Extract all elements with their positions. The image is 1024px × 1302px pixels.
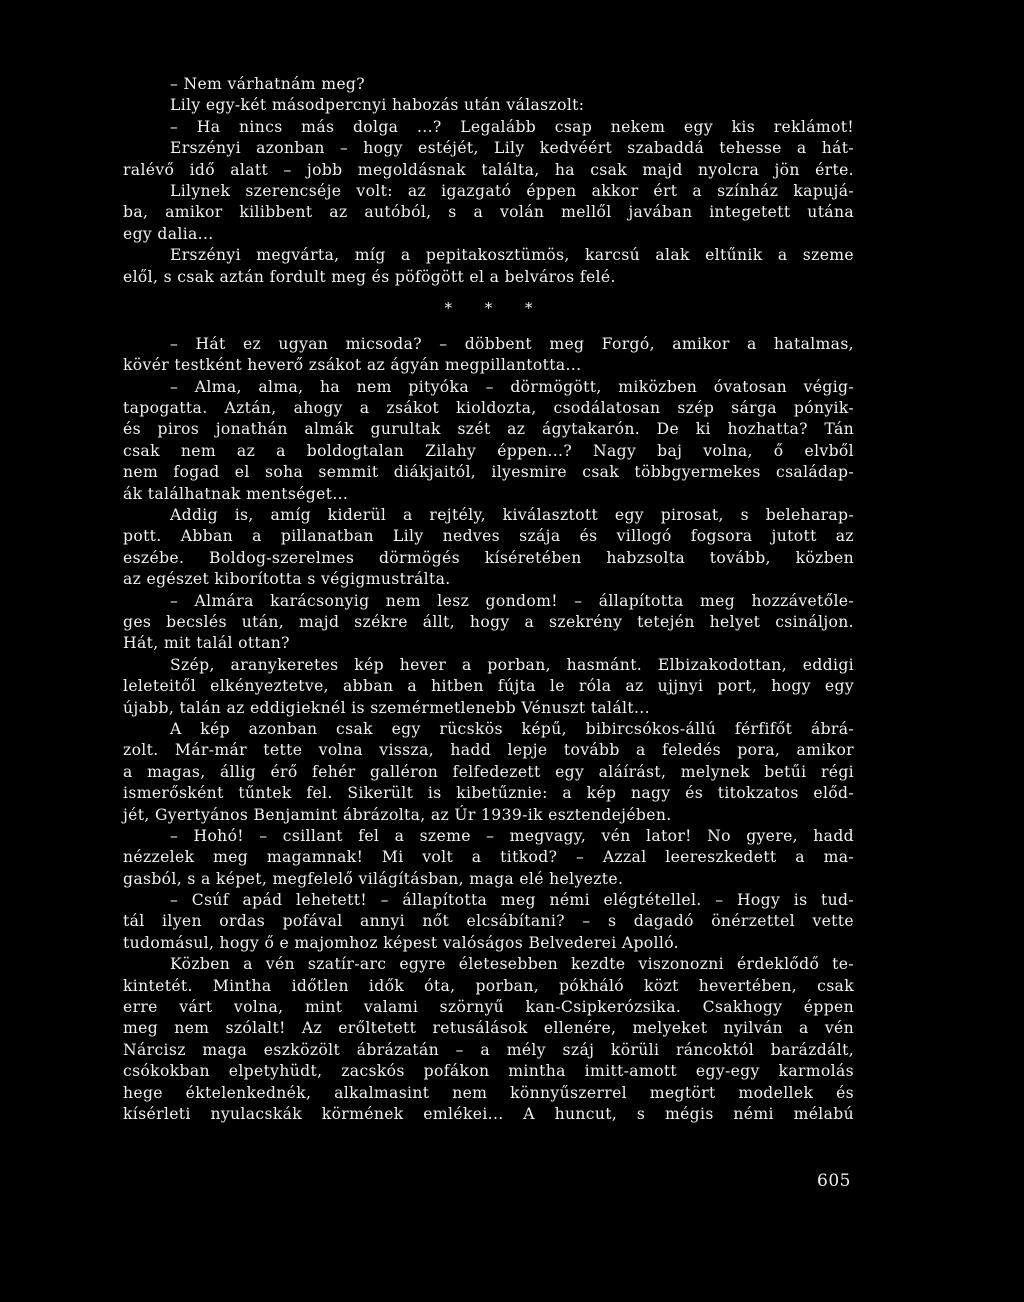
text-section-2 bbox=[123, 334, 854, 1125]
text-line: hege éktelenkednék, alkalmasint nem könnyűszerrel megtört modellek és bbox=[123, 1083, 854, 1102]
page-text bbox=[123, 74, 854, 1125]
text-line: ba, amikor kilibbent az autóból, s a volán mellől javában integetett utána bbox=[123, 203, 854, 222]
text-line: kövér testként heverő zsákot az ágyán megpillantotta... bbox=[123, 356, 582, 375]
text-line: meg nem szólalt! Az erőltetett retusálások ellenére, melyeket nyilván a vén bbox=[123, 1019, 854, 1038]
text-section-1 bbox=[123, 74, 854, 288]
page-number: 605 bbox=[817, 1171, 851, 1191]
text-line: A kép azonban csak egy rücskös képű, bibircsókos-állú férfifőt ábrá- bbox=[170, 719, 854, 738]
text-line: zolt. Már-már tette volna vissza, hadd lepje tovább a feledés pora, amikor bbox=[123, 741, 854, 760]
text-line: Nárcisz maga eszközölt ábrázatán – a mély száj körüli ráncoktól barázdált, bbox=[123, 1040, 854, 1059]
text-line: – Hát ez ugyan micsoda? – döbbent meg Forgó, amikor a hatalmas, bbox=[170, 334, 854, 353]
text-line: nem fogad el soha semmit diákjaitól, ilyesmire csak többgyermekes családap- bbox=[123, 463, 854, 482]
text-line: eszébe. Boldog-szerelmes dörmögés kíséretében habzsolta tovább, közben bbox=[123, 548, 854, 567]
text-line: Közben a vén szatír-arc egyre életesebben kezdte viszonozni érdeklődő te- bbox=[170, 955, 854, 974]
text-line: erre várt volna, mint valami szörnyű kan-Csipkerózsika. Csakhogy éppen bbox=[123, 998, 854, 1017]
text-line: ralévő idő alatt – jobb megoldásnak találta, ha csak majd nyolcra jön érte. bbox=[123, 160, 854, 179]
text-line: egy dalia... bbox=[123, 224, 214, 243]
text-line: Addig is, amíg kiderül a rejtély, kiválasztott egy pirosat, s beleharap- bbox=[170, 506, 854, 525]
text-line: csókokban elpetyhüdt, zacskós pofákon mintha imitt-amott egy-egy karmolás bbox=[123, 1062, 854, 1081]
text-line: Hát, mit talál ottan? bbox=[123, 634, 290, 653]
text-line: Szép, aranykeretes kép hever a porban, hasmánt. Elbizakodottan, eddigi bbox=[170, 655, 854, 674]
text-line: Erszényi megvárta, míg a pepitakosztümös, karcsú alak eltűnik a szeme bbox=[170, 246, 854, 265]
text-line: – Alma, alma, ha nem pityóka – dörmögött, miközben óvatosan végig- bbox=[170, 377, 854, 396]
text-line: nézzelek meg magamnak! Mi volt a titkod? – Azzal leereszkedett a ma- bbox=[123, 848, 854, 867]
text-line: tudomásul, hogy ő e majomhoz képest valóságos Belvederei Apolló. bbox=[123, 933, 679, 952]
text-line: az egészet kiborította s végigmustrálta. bbox=[123, 570, 451, 589]
text-line: pott. Abban a pillanatban Lily nedves szája és villogó fogsora jutott az bbox=[123, 527, 854, 546]
text-line: – Almára karácsonyig nem lesz gondom! – állapította meg hozzávetőle- bbox=[170, 591, 854, 610]
section-separator: * * * bbox=[444, 298, 547, 317]
text-line: ismerősként tűntek fel. Sikerült is kibetűznie: a kép nagy és titokzatos előd- bbox=[123, 784, 854, 803]
text-line: – Csúf apád lehetett! – állapította meg némi elégtétellel. – Hogy is tud- bbox=[170, 891, 854, 910]
text-line: kísérleti nyulacskák körmének emlékei... A huncut, s mégis némi mélabú bbox=[123, 1104, 854, 1123]
text-line: jét, Gyertyános Benjamint ábrázolta, az Úr 1939-ik esztendejében. bbox=[123, 805, 672, 824]
text-line: és piros jonathán almák gurultak szét az ágytakarón. De ki hozhatta? Tán bbox=[123, 420, 854, 439]
text-line: – Hohó! – csillant fel a szeme – megvagy, vén lator! No gyere, hadd bbox=[170, 826, 854, 845]
text-line: tál ilyen ordas pofával annyi nőt elcsábítani? – s dagadó önérzettel vette bbox=[123, 912, 854, 931]
text-line: csak nem az a boldogtalan Zilahy éppen...? Nagy baj volna, ő elvből bbox=[123, 441, 854, 460]
text-line: tapogatta. Aztán, ahogy a zsákot kioldozta, csodálatosan szép sárga pónyik- bbox=[123, 399, 854, 418]
text-line: Lilynek szerencséje volt: az igazgató éppen akkor ért a színház kapujá- bbox=[170, 181, 854, 200]
text-line: – Nem várhatnám meg? bbox=[170, 75, 365, 93]
text-line: a magas, állig érő fehér galléron felfedezett egy aláírást, melynek betűi régi bbox=[123, 762, 854, 781]
text-line: Erszényi azonban – hogy estéjét, Lily kedvéért szabaddá tehesse a hát- bbox=[170, 139, 854, 158]
text-line: ges becslés után, majd székre állt, hogy a szekrény tetején helyet csináljon. bbox=[123, 612, 854, 631]
text-line: ák találhatnak mentséget... bbox=[123, 484, 349, 503]
text-line: gasból, s a képet, megfelelő világításban, maga elé helyezte. bbox=[123, 869, 624, 888]
text-line: – Ha nincs más dolga ...? Legalább csap nekem egy kis reklámot! bbox=[170, 117, 854, 136]
text-line: kintetét. Mintha időtlen idők óta, porban, pókháló közt hevertében, csak bbox=[123, 976, 854, 995]
text-line: Lily egy-két másodpercnyi habozás után válaszolt: bbox=[170, 96, 585, 115]
text-line: leleteitől elkényeztetve, abban a hitben fújta le róla az ujjnyi port, hogy egy bbox=[123, 677, 854, 696]
text-line: újabb, talán az eddigieknél is szemérmetlenebb Vénuszt talált... bbox=[123, 698, 650, 717]
text-line: elől, s csak aztán fordult meg és pöfögött el a belváros felé. bbox=[123, 267, 616, 286]
